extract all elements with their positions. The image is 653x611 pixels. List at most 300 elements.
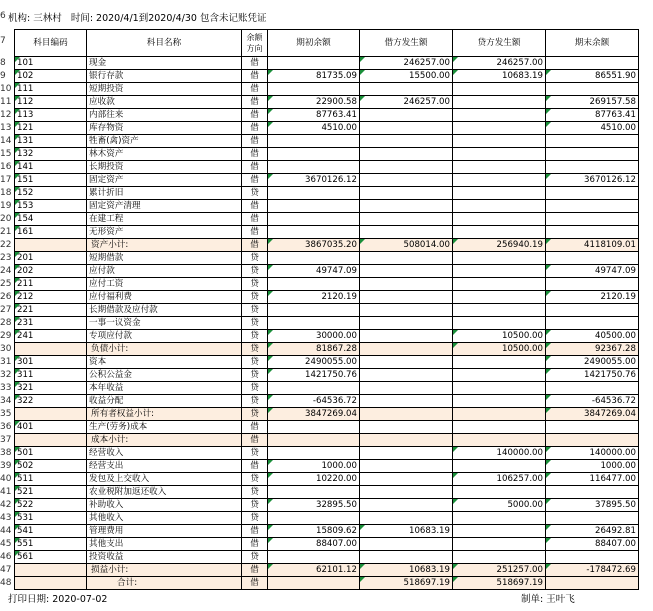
cell-credit[interactable]: 518697.19 bbox=[453, 577, 546, 590]
cell-code[interactable]: 154 bbox=[15, 213, 87, 226]
cell-code[interactable]: 153 bbox=[15, 200, 87, 213]
cell-credit[interactable] bbox=[453, 148, 546, 161]
cell-credit[interactable]: 256940.19 bbox=[453, 239, 546, 252]
cell-code[interactable]: 121 bbox=[15, 122, 87, 135]
cell-direction[interactable]: 贷 bbox=[242, 382, 268, 395]
cell-credit[interactable] bbox=[453, 122, 546, 135]
cell-direction[interactable]: 贷 bbox=[242, 486, 268, 499]
cell-closing[interactable]: 4118109.01 bbox=[546, 239, 639, 252]
cell-name[interactable]: 短期投资 bbox=[87, 83, 242, 96]
cell-closing[interactable]: 92367.28 bbox=[546, 343, 639, 356]
cell-opening[interactable] bbox=[268, 226, 360, 239]
cell-credit[interactable] bbox=[453, 512, 546, 525]
cell-name[interactable]: 内部往来 bbox=[87, 109, 242, 122]
cell-credit[interactable] bbox=[453, 408, 546, 421]
cell-direction[interactable]: 借 bbox=[242, 226, 268, 239]
cell-code[interactable]: 212 bbox=[15, 291, 87, 304]
cell-credit[interactable] bbox=[453, 356, 546, 369]
cell-debit[interactable] bbox=[360, 382, 453, 395]
cell-closing[interactable] bbox=[546, 512, 639, 525]
cell-closing[interactable]: 1421750.76 bbox=[546, 369, 639, 382]
cell-direction[interactable]: 借 bbox=[242, 83, 268, 96]
cell-credit[interactable] bbox=[453, 200, 546, 213]
cell-name[interactable]: 累计折旧 bbox=[87, 187, 242, 200]
cell-opening[interactable] bbox=[268, 577, 360, 590]
cell-credit[interactable] bbox=[453, 421, 546, 434]
cell-direction[interactable]: 贷 bbox=[242, 265, 268, 278]
cell-direction[interactable]: 借 bbox=[242, 213, 268, 226]
cell-opening[interactable]: -64536.72 bbox=[268, 395, 360, 408]
cell-direction[interactable]: 借 bbox=[242, 577, 268, 590]
cell-closing[interactable] bbox=[546, 135, 639, 148]
cell-direction[interactable]: 贷 bbox=[242, 395, 268, 408]
cell-credit[interactable] bbox=[453, 525, 546, 538]
cell-credit[interactable]: 246257.00 bbox=[453, 57, 546, 70]
cell-code[interactable]: 161 bbox=[15, 226, 87, 239]
cell-opening[interactable] bbox=[268, 304, 360, 317]
cell-debit[interactable] bbox=[360, 408, 453, 421]
cell-debit[interactable]: 508014.00 bbox=[360, 239, 453, 252]
cell-credit[interactable] bbox=[453, 486, 546, 499]
cell-opening[interactable]: 2120.19 bbox=[268, 291, 360, 304]
cell-code[interactable]: 541 bbox=[15, 525, 87, 538]
cell-closing[interactable] bbox=[546, 187, 639, 200]
cell-debit[interactable] bbox=[360, 369, 453, 382]
cell-name[interactable]: 应付工资 bbox=[87, 278, 242, 291]
cell-direction[interactable]: 借 bbox=[242, 96, 268, 109]
cell-debit[interactable]: 15500.00 bbox=[360, 70, 453, 83]
cell-direction[interactable]: 借 bbox=[242, 122, 268, 135]
cell-name[interactable]: 其他支出 bbox=[87, 538, 242, 551]
row-number: 16 bbox=[0, 161, 12, 172]
cell-opening[interactable]: 15809.62 bbox=[268, 525, 360, 538]
cell-code[interactable]: 521 bbox=[15, 486, 87, 499]
cell-direction[interactable]: 借 bbox=[242, 538, 268, 551]
cell-closing[interactable] bbox=[546, 551, 639, 564]
cell-debit[interactable] bbox=[360, 421, 453, 434]
cell-opening[interactable] bbox=[268, 317, 360, 330]
cell-opening[interactable] bbox=[268, 252, 360, 265]
cell-name[interactable]: 应付福利费 bbox=[87, 291, 242, 304]
cell-closing[interactable]: 269157.58 bbox=[546, 96, 639, 109]
table-row bbox=[15, 83, 639, 96]
cell-closing[interactable] bbox=[546, 200, 639, 213]
cell-debit[interactable] bbox=[360, 135, 453, 148]
cell-credit[interactable] bbox=[453, 395, 546, 408]
cell-name[interactable]: 应收款 bbox=[87, 96, 242, 109]
cell-closing[interactable]: 116477.00 bbox=[546, 473, 639, 486]
cell-closing[interactable] bbox=[546, 304, 639, 317]
cell-opening[interactable] bbox=[268, 135, 360, 148]
cell-debit[interactable] bbox=[360, 473, 453, 486]
cell-code[interactable]: 141 bbox=[15, 161, 87, 174]
cell-closing[interactable] bbox=[546, 278, 639, 291]
cell-name[interactable]: 在建工程 bbox=[87, 213, 242, 226]
cell-name[interactable]: 成本小计: bbox=[87, 434, 242, 447]
maker-block bbox=[521, 591, 575, 605]
cell-closing[interactable] bbox=[546, 226, 639, 239]
cell-closing[interactable]: 3847269.04 bbox=[546, 408, 639, 421]
cell-code[interactable] bbox=[15, 577, 87, 590]
cell-opening[interactable] bbox=[268, 447, 360, 460]
cell-credit[interactable] bbox=[453, 252, 546, 265]
row-number: 21 bbox=[0, 226, 12, 237]
note: 包含未记账凭证 bbox=[199, 13, 267, 24]
cell-code[interactable]: 502 bbox=[15, 460, 87, 473]
cell-opening[interactable] bbox=[268, 213, 360, 226]
cell-debit[interactable] bbox=[360, 109, 453, 122]
cell-name[interactable]: 资本 bbox=[87, 356, 242, 369]
cell-code[interactable]: 152 bbox=[15, 187, 87, 200]
cell-closing[interactable]: 140000.00 bbox=[546, 447, 639, 460]
cell-opening[interactable]: 32895.50 bbox=[268, 499, 360, 512]
cell-debit[interactable] bbox=[360, 226, 453, 239]
cell-debit[interactable]: 10683.19 bbox=[360, 564, 453, 577]
cell-credit[interactable]: 251257.00 bbox=[453, 564, 546, 577]
cell-code[interactable]: 132 bbox=[15, 148, 87, 161]
cell-credit[interactable]: 5000.00 bbox=[453, 499, 546, 512]
cell-direction[interactable]: 借 bbox=[242, 57, 268, 70]
cell-name[interactable]: 无形资产 bbox=[87, 226, 242, 239]
cell-debit[interactable] bbox=[360, 278, 453, 291]
cell-credit[interactable] bbox=[453, 369, 546, 382]
cell-opening[interactable]: 81867.28 bbox=[268, 343, 360, 356]
cell-credit[interactable] bbox=[453, 304, 546, 317]
cell-opening[interactable]: 3847269.04 bbox=[268, 408, 360, 421]
cell-credit[interactable] bbox=[453, 434, 546, 447]
cell-code[interactable]: 561 bbox=[15, 551, 87, 564]
cell-code[interactable]: 201 bbox=[15, 252, 87, 265]
cell-name[interactable]: 管理费用 bbox=[87, 525, 242, 538]
cell-debit[interactable] bbox=[360, 447, 453, 460]
cell-debit[interactable] bbox=[360, 460, 453, 473]
cell-direction[interactable]: 借 bbox=[242, 148, 268, 161]
cell-closing[interactable] bbox=[546, 161, 639, 174]
cell-opening[interactable] bbox=[268, 57, 360, 70]
cell-opening[interactable] bbox=[268, 148, 360, 161]
cell-name[interactable]: 固定资产 bbox=[87, 174, 242, 187]
cell-direction[interactable]: 借 bbox=[242, 564, 268, 577]
cell-debit[interactable]: 518697.19 bbox=[360, 577, 453, 590]
cell-code[interactable]: 551 bbox=[15, 538, 87, 551]
cell-opening[interactable]: 81735.09 bbox=[268, 70, 360, 83]
cell-opening[interactable]: 88407.00 bbox=[268, 538, 360, 551]
cell-opening[interactable]: 49747.09 bbox=[268, 265, 360, 278]
cell-name[interactable]: 长期投资 bbox=[87, 161, 242, 174]
cell-debit[interactable] bbox=[360, 304, 453, 317]
cell-code[interactable] bbox=[15, 434, 87, 447]
cell-closing[interactable] bbox=[546, 421, 639, 434]
cell-debit[interactable] bbox=[360, 83, 453, 96]
cell-direction[interactable]: 贷 bbox=[242, 291, 268, 304]
cell-credit[interactable]: 10500.00 bbox=[453, 343, 546, 356]
cell-opening[interactable] bbox=[268, 551, 360, 564]
cell-direction[interactable]: 借 bbox=[242, 460, 268, 473]
cell-direction[interactable]: 贷 bbox=[242, 408, 268, 421]
cell-direction[interactable]: 借 bbox=[242, 239, 268, 252]
cell-debit[interactable] bbox=[360, 252, 453, 265]
cell-direction[interactable]: 贷 bbox=[242, 304, 268, 317]
cell-debit[interactable] bbox=[360, 200, 453, 213]
subtotal-row bbox=[15, 577, 639, 590]
cell-credit[interactable] bbox=[453, 96, 546, 109]
cell-direction[interactable]: 贷 bbox=[242, 317, 268, 330]
cell-name[interactable]: 资产小计: bbox=[87, 239, 242, 252]
cell-direction[interactable]: 贷 bbox=[242, 252, 268, 265]
cell-closing[interactable]: 2120.19 bbox=[546, 291, 639, 304]
cell-name[interactable]: 牲畜(禽)资产 bbox=[87, 135, 242, 148]
cell-opening[interactable]: 87763.41 bbox=[268, 109, 360, 122]
cell-direction[interactable]: 贷 bbox=[242, 512, 268, 525]
cell-opening[interactable]: 30000.00 bbox=[268, 330, 360, 343]
cell-debit[interactable] bbox=[360, 395, 453, 408]
cell-debit[interactable] bbox=[360, 512, 453, 525]
cell-name[interactable]: 银行存款 bbox=[87, 70, 242, 83]
cell-code[interactable]: 111 bbox=[15, 83, 87, 96]
cell-direction[interactable]: 借 bbox=[242, 161, 268, 174]
cell-direction[interactable]: 贷 bbox=[242, 473, 268, 486]
cell-opening[interactable] bbox=[268, 486, 360, 499]
cell-closing[interactable] bbox=[546, 382, 639, 395]
cell-name[interactable]: 负债小计: bbox=[87, 343, 242, 356]
cell-closing[interactable] bbox=[546, 577, 639, 590]
cell-credit[interactable] bbox=[453, 291, 546, 304]
cell-name[interactable]: 短期借款 bbox=[87, 252, 242, 265]
cell-opening[interactable]: 1000.00 bbox=[268, 460, 360, 473]
cell-opening[interactable] bbox=[268, 382, 360, 395]
cell-credit[interactable] bbox=[453, 109, 546, 122]
cell-credit[interactable] bbox=[453, 226, 546, 239]
cell-opening[interactable]: 22900.58 bbox=[268, 96, 360, 109]
cell-credit[interactable] bbox=[453, 213, 546, 226]
cell-debit[interactable]: 246257.00 bbox=[360, 57, 453, 70]
cell-code[interactable]: 231 bbox=[15, 317, 87, 330]
cell-debit[interactable] bbox=[360, 499, 453, 512]
cell-code[interactable] bbox=[15, 343, 87, 356]
cell-code[interactable]: 211 bbox=[15, 278, 87, 291]
cell-name[interactable]: 本年收益 bbox=[87, 382, 242, 395]
cell-direction[interactable]: 贷 bbox=[242, 187, 268, 200]
cell-credit[interactable] bbox=[453, 317, 546, 330]
cell-direction[interactable]: 借 bbox=[242, 434, 268, 447]
cell-name[interactable]: 经营收入 bbox=[87, 447, 242, 460]
cell-direction[interactable]: 贷 bbox=[242, 369, 268, 382]
cell-name[interactable]: 生产(劳务)成本 bbox=[87, 421, 242, 434]
cell-name[interactable]: 所有者权益小计: bbox=[87, 408, 242, 421]
cell-name[interactable]: 补助收入 bbox=[87, 499, 242, 512]
cell-credit[interactable] bbox=[453, 460, 546, 473]
cell-closing[interactable] bbox=[546, 213, 639, 226]
cell-direction[interactable]: 借 bbox=[242, 109, 268, 122]
cell-closing[interactable] bbox=[546, 57, 639, 70]
cell-opening[interactable]: 3670126.12 bbox=[268, 174, 360, 187]
cell-code[interactable]: 112 bbox=[15, 96, 87, 109]
cell-name[interactable]: 投资收益 bbox=[87, 551, 242, 564]
cell-debit[interactable] bbox=[360, 538, 453, 551]
cell-closing[interactable] bbox=[546, 83, 639, 96]
cell-opening[interactable] bbox=[268, 512, 360, 525]
cell-name[interactable]: 林木资产 bbox=[87, 148, 242, 161]
cell-name[interactable]: 库存物资 bbox=[87, 122, 242, 135]
cell-name[interactable]: 现金 bbox=[87, 57, 242, 70]
cell-opening[interactable] bbox=[268, 421, 360, 434]
cell-name[interactable]: 经营支出 bbox=[87, 460, 242, 473]
cell-code[interactable]: 131 bbox=[15, 135, 87, 148]
cell-name[interactable]: 一事一议资金 bbox=[87, 317, 242, 330]
cell-closing[interactable]: 3670126.12 bbox=[546, 174, 639, 187]
cell-closing[interactable] bbox=[546, 434, 639, 447]
col-credit: 贷方发生额 bbox=[453, 30, 546, 57]
cell-opening[interactable]: 1421750.76 bbox=[268, 369, 360, 382]
cell-closing[interactable]: 49747.09 bbox=[546, 265, 639, 278]
cell-debit[interactable] bbox=[360, 551, 453, 564]
cell-code[interactable]: 113 bbox=[15, 109, 87, 122]
cell-code[interactable] bbox=[15, 564, 87, 577]
cell-closing[interactable]: 37895.50 bbox=[546, 499, 639, 512]
cell-closing[interactable]: -64536.72 bbox=[546, 395, 639, 408]
cell-code[interactable]: 241 bbox=[15, 330, 87, 343]
cell-credit[interactable] bbox=[453, 135, 546, 148]
cell-name[interactable]: 专项应付款 bbox=[87, 330, 242, 343]
cell-credit[interactable] bbox=[453, 265, 546, 278]
cell-opening[interactable]: 2490055.00 bbox=[268, 356, 360, 369]
cell-credit[interactable] bbox=[453, 187, 546, 200]
cell-debit[interactable]: 10683.19 bbox=[360, 525, 453, 538]
cell-opening[interactable] bbox=[268, 434, 360, 447]
cell-name[interactable]: 公积公益金 bbox=[87, 369, 242, 382]
cell-closing[interactable]: 88407.00 bbox=[546, 538, 639, 551]
cell-name[interactable]: 固定资产清理 bbox=[87, 200, 242, 213]
cell-credit[interactable]: 10500.00 bbox=[453, 330, 546, 343]
cell-code[interactable]: 401 bbox=[15, 421, 87, 434]
cell-code[interactable]: 151 bbox=[15, 174, 87, 187]
cell-debit[interactable] bbox=[360, 148, 453, 161]
col-opening: 期初余额 bbox=[268, 30, 360, 57]
cell-credit[interactable] bbox=[453, 161, 546, 174]
cell-name[interactable]: 应付款 bbox=[87, 265, 242, 278]
cell-opening[interactable]: 3867035.20 bbox=[268, 239, 360, 252]
cell-name[interactable]: 损益小计: bbox=[87, 564, 242, 577]
cell-debit[interactable] bbox=[360, 317, 453, 330]
cell-credit[interactable] bbox=[453, 551, 546, 564]
cell-code[interactable] bbox=[15, 408, 87, 421]
cell-debit[interactable] bbox=[360, 434, 453, 447]
cell-code[interactable] bbox=[15, 239, 87, 252]
cell-debit[interactable]: 246257.00 bbox=[360, 96, 453, 109]
cell-code[interactable]: 311 bbox=[15, 369, 87, 382]
cell-credit[interactable]: 106257.00 bbox=[453, 473, 546, 486]
cell-direction[interactable]: 借 bbox=[242, 174, 268, 187]
cell-name[interactable]: 长期借款及应付款 bbox=[87, 304, 242, 317]
cell-name[interactable]: 其他收入 bbox=[87, 512, 242, 525]
cell-closing[interactable]: 40500.00 bbox=[546, 330, 639, 343]
cell-closing[interactable]: -178472.69 bbox=[546, 564, 639, 577]
cell-debit[interactable] bbox=[360, 161, 453, 174]
cell-credit[interactable]: 10683.19 bbox=[453, 70, 546, 83]
cell-debit[interactable] bbox=[360, 356, 453, 369]
cell-debit[interactable] bbox=[360, 330, 453, 343]
cell-credit[interactable]: 140000.00 bbox=[453, 447, 546, 460]
cell-direction[interactable]: 贷 bbox=[242, 499, 268, 512]
cell-closing[interactable] bbox=[546, 317, 639, 330]
cell-code[interactable]: 501 bbox=[15, 447, 87, 460]
table-row bbox=[15, 395, 639, 408]
cell-closing[interactable]: 2490055.00 bbox=[546, 356, 639, 369]
cell-direction[interactable]: 贷 bbox=[242, 447, 268, 460]
cell-opening[interactable] bbox=[268, 187, 360, 200]
cell-opening[interactable] bbox=[268, 200, 360, 213]
cell-debit[interactable] bbox=[360, 343, 453, 356]
cell-code[interactable]: 202 bbox=[15, 265, 87, 278]
cell-code[interactable]: 102 bbox=[15, 70, 87, 83]
cell-name[interactable]: 合计: bbox=[87, 577, 242, 590]
cell-closing[interactable]: 87763.41 bbox=[546, 109, 639, 122]
cell-opening[interactable]: 62101.12 bbox=[268, 564, 360, 577]
cell-direction[interactable]: 借 bbox=[242, 135, 268, 148]
cell-debit[interactable] bbox=[360, 122, 453, 135]
cell-closing[interactable] bbox=[546, 486, 639, 499]
cell-closing[interactable]: 86551.90 bbox=[546, 70, 639, 83]
cell-code[interactable]: 321 bbox=[15, 382, 87, 395]
cell-name[interactable]: 收益分配 bbox=[87, 395, 242, 408]
table-row bbox=[15, 369, 639, 382]
row-number: 10 bbox=[0, 83, 12, 94]
cell-debit[interactable] bbox=[360, 291, 453, 304]
cell-direction[interactable]: 贷 bbox=[242, 278, 268, 291]
cell-direction[interactable]: 贷 bbox=[242, 330, 268, 343]
cell-direction[interactable]: 贷 bbox=[242, 551, 268, 564]
cell-closing[interactable]: 4510.00 bbox=[546, 122, 639, 135]
cell-code[interactable]: 522 bbox=[15, 499, 87, 512]
cell-closing[interactable] bbox=[546, 148, 639, 161]
cell-code[interactable]: 511 bbox=[15, 473, 87, 486]
cell-code[interactable]: 221 bbox=[15, 304, 87, 317]
time-value: 2020/4/1到2020/4/30 bbox=[96, 13, 197, 24]
cell-debit[interactable] bbox=[360, 486, 453, 499]
cell-direction[interactable]: 借 bbox=[242, 421, 268, 434]
table-row bbox=[15, 213, 639, 226]
cell-code[interactable]: 531 bbox=[15, 512, 87, 525]
cell-code[interactable]: 101 bbox=[15, 57, 87, 70]
cell-opening[interactable] bbox=[268, 83, 360, 96]
cell-direction[interactable]: 借 bbox=[242, 200, 268, 213]
cell-direction[interactable]: 借 bbox=[242, 70, 268, 83]
cell-debit[interactable] bbox=[360, 187, 453, 200]
cell-credit[interactable] bbox=[453, 83, 546, 96]
cell-credit[interactable] bbox=[453, 538, 546, 551]
cell-opening[interactable]: 10220.00 bbox=[268, 473, 360, 486]
cell-debit[interactable] bbox=[360, 265, 453, 278]
cell-direction[interactable]: 借 bbox=[242, 525, 268, 538]
cell-credit[interactable] bbox=[453, 174, 546, 187]
cell-direction[interactable]: 贷 bbox=[242, 343, 268, 356]
cell-name[interactable]: 发包及上交收入 bbox=[87, 473, 242, 486]
cell-credit[interactable] bbox=[453, 278, 546, 291]
cell-debit[interactable] bbox=[360, 174, 453, 187]
cell-closing[interactable] bbox=[546, 252, 639, 265]
cell-credit[interactable] bbox=[453, 382, 546, 395]
cell-closing[interactable]: 1000.00 bbox=[546, 460, 639, 473]
cell-opening[interactable] bbox=[268, 161, 360, 174]
cell-code[interactable]: 322 bbox=[15, 395, 87, 408]
cell-name[interactable]: 农业税附加返还收入 bbox=[87, 486, 242, 499]
cell-code[interactable]: 301 bbox=[15, 356, 87, 369]
cell-opening[interactable]: 4510.00 bbox=[268, 122, 360, 135]
cell-direction[interactable]: 贷 bbox=[242, 356, 268, 369]
cell-debit[interactable] bbox=[360, 213, 453, 226]
cell-closing[interactable]: 26492.81 bbox=[546, 525, 639, 538]
cell-opening[interactable] bbox=[268, 278, 360, 291]
